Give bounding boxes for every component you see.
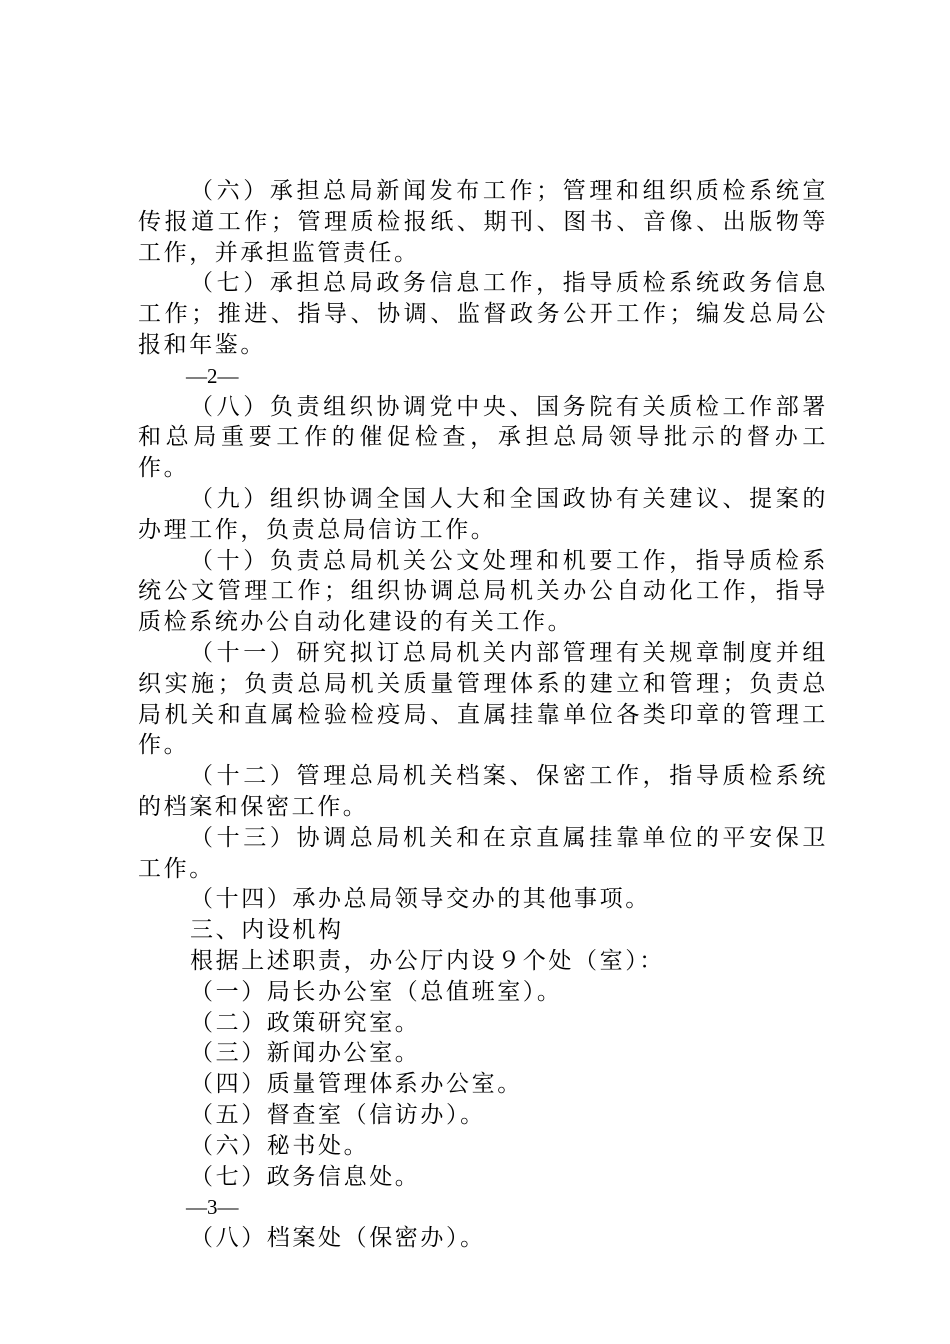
unit-item: （五）督查室（信访办）。 <box>190 1101 486 1128</box>
page-number-2: —2— <box>186 363 239 388</box>
paragraph-7: （七）承担总局政务信息工作，指导质检系统政务信息工作；推进、指导、协调、监督政务公开工作；编发总局公报和年鉴。 <box>138 270 828 358</box>
paragraph-12: （十二）管理总局机关档案、保密工作，指导质检系统的档案和保密工作。 <box>138 763 828 820</box>
paragraph-8: （八）负责组织协调党中央、国务院有关质检工作部署和总局重要工作的催促检查，承担总局领导批示的督办工作。 <box>138 393 828 482</box>
paragraph-14: （十四）承办总局领导交办的其他事项。 <box>190 886 651 913</box>
section-heading: 三、内设机构 <box>190 917 344 944</box>
paragraph-11: （十一）研究拟订总局机关内部管理有关规章制度并组织实施；负责总局机关质量管理体系的建立和管理；负责总局机关和直属检验检疫局、直属挂靠单位各类印章的管理工作。 <box>138 639 828 759</box>
paragraph-6: （六）承担总局新闻发布工作；管理和组织质检系统宣传报道工作；管理质检报纸、期刊、图书、音像、出版物等工作，并承担监管责任。 <box>138 178 828 266</box>
section-intro: 根据上述职责，办公厅内设９个处（室）： <box>190 947 665 974</box>
unit-item: （二）政策研究室。 <box>190 1009 421 1036</box>
document-body <box>138 176 828 1254</box>
unit-item: （三）新闻办公室。 <box>190 1040 421 1067</box>
unit-item: （七）政务信息处。 <box>190 1163 421 1190</box>
paragraph-13: （十三）协调总局机关和在京直属挂靠单位的平安保卫工作。 <box>138 824 828 882</box>
paragraph-9: （九）组织协调全国人大和全国政协有关建议、提案的办理工作，负责总局信访工作。 <box>138 485 828 543</box>
unit-item: （八）档案处（保密办）。 <box>190 1225 486 1252</box>
unit-item: （一）局长办公室（总值班室）。 <box>190 978 563 1005</box>
page-number-3: —3— <box>186 1195 239 1220</box>
unit-item: （六）秘书处。 <box>190 1132 370 1159</box>
paragraph-10: （十）负责总局机关公文处理和机要工作，指导质检系统公文管理工作；组织协调总局机关办公自动化工作，指导质检系统办公自动化建设的有关工作。 <box>138 547 828 636</box>
unit-item: （四）质量管理体系办公室。 <box>190 1071 523 1098</box>
